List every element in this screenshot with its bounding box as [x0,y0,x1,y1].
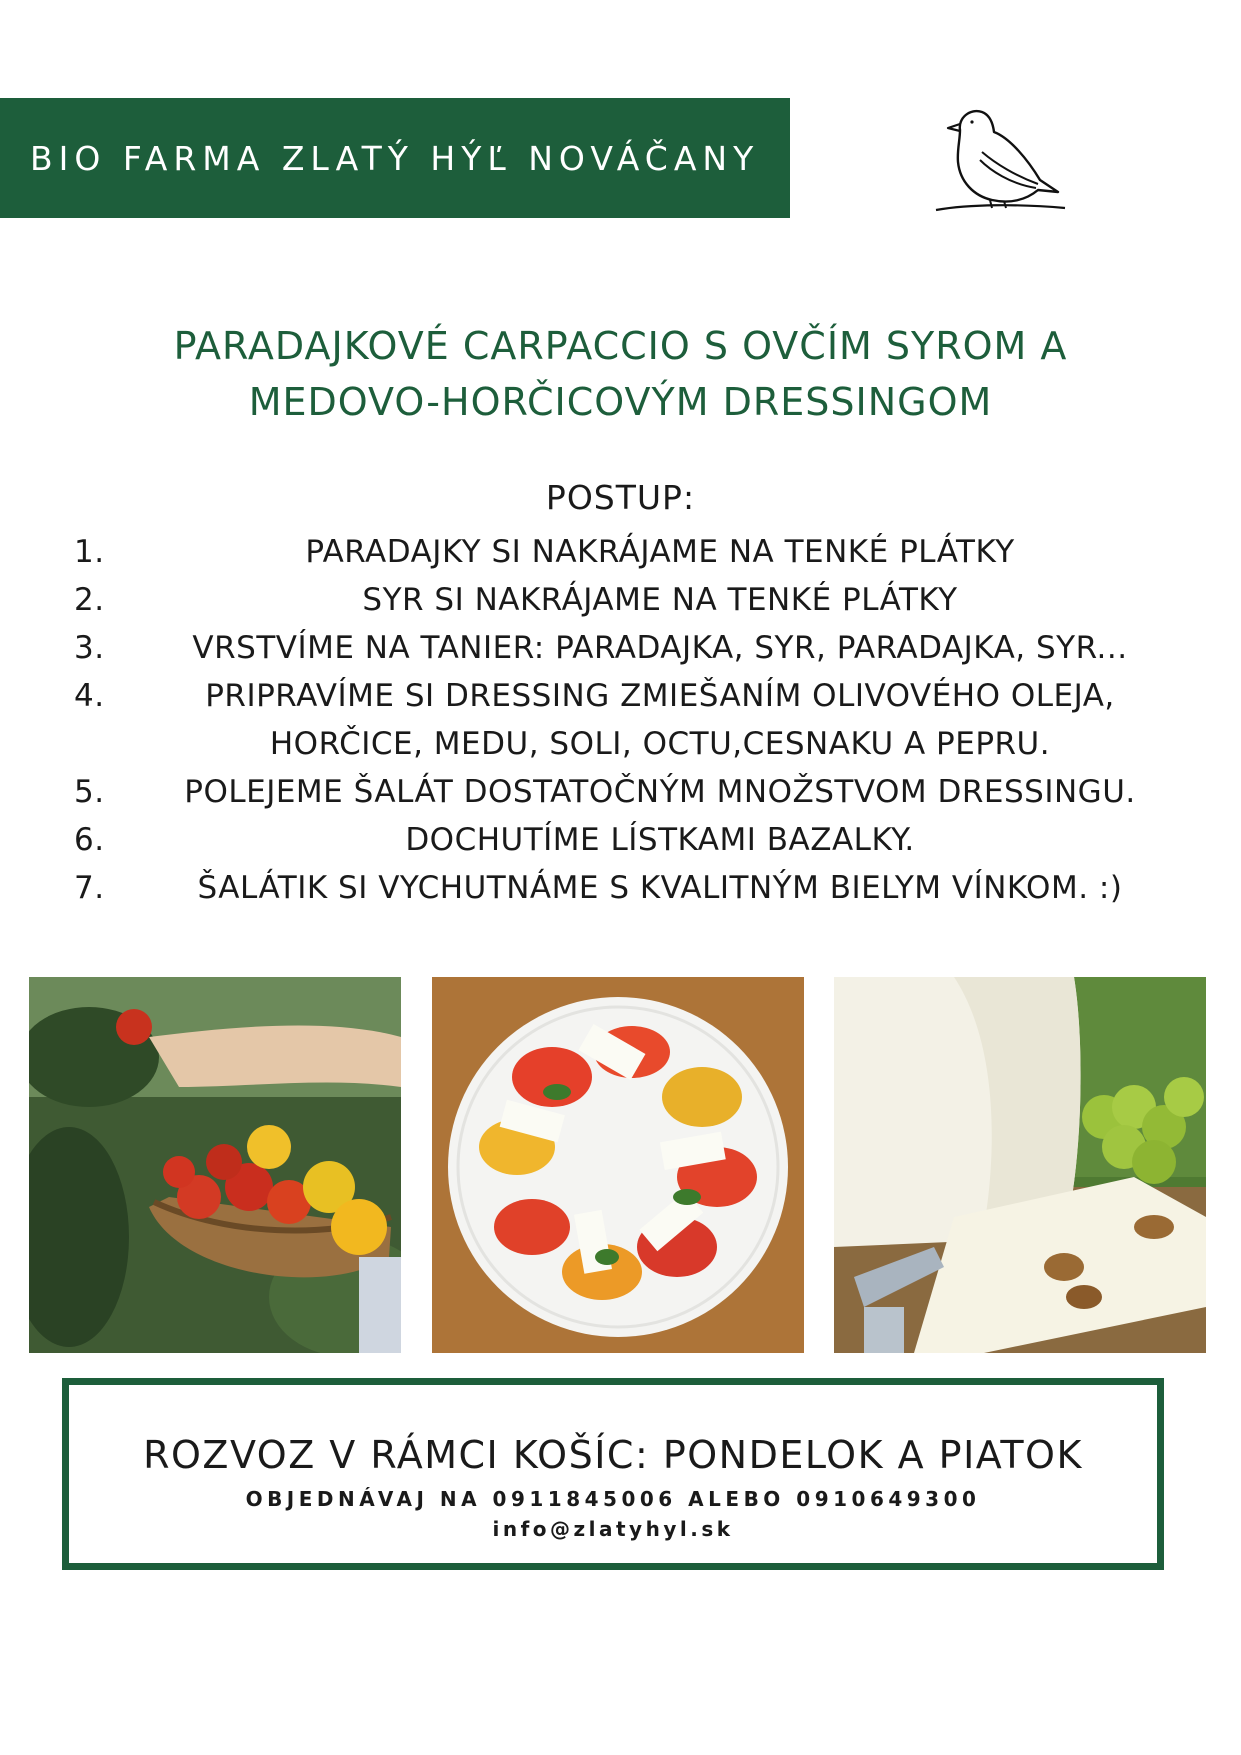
tomato-harvest-photo [29,977,401,1353]
step-item [70,816,1180,864]
step-text: POLEJEME ŠALÁT DOSTATOČNÝM MNOŽSTVOM DRESSINGU. [184,774,1136,810]
step-item [70,528,1180,576]
step-item [70,624,1180,672]
delivery-info: ROZVOZ V RÁMCI KOŠÍC: PONDELOK A PIATOK [143,1433,1083,1477]
step-item [70,576,1180,624]
step-text: ŠALÁTIK SI VYCHUTNÁME S KVALITNÝM BIELYM VÍNKOM. :) [197,870,1123,906]
step-item [70,864,1180,912]
step-number: 5. [74,774,105,810]
carpaccio-plate-photo [432,977,804,1353]
step-number: 6. [74,822,105,858]
step-item [70,768,1180,816]
bird-icon [930,100,1070,215]
contact-email[interactable]: info@zlatyhyl.sk [492,1517,734,1541]
step-text: PRIPRAVÍME SI DRESSING ZMIEŠANÍM OLIVOVÉHO OLEJA, HORČICE, MEDU, SOLI, OCTU,CESNAKU A PEPRU. [205,678,1115,762]
step-number: 3. [74,630,105,666]
photo-row [0,977,1241,1353]
step-text: DOCHUTÍME LÍSTKAMI BAZALKY. [405,822,915,858]
recipe-title [0,318,1241,430]
order-phone: OBJEDNÁVAJ NA 0911845006 ALEBO 0910649300 [245,1487,981,1511]
farm-name: BIO FARMA ZLATÝ HÝĽ NOVÁČANY [30,138,760,178]
step-number: 2. [74,582,105,618]
step-text: VRSTVÍME NA TANIER: PARADAJKA, SYR, PARADAJKA, SYR... [192,630,1128,666]
step-number: 1. [74,534,105,570]
step-item [70,672,1180,768]
steps-heading: POSTUP: [545,478,696,517]
recipe-title-line-2: MEDOVO-HORČICOVÝM DRESSINGOM [248,380,993,424]
step-number: 7. [74,870,105,906]
step-number: 4. [74,678,105,714]
recipe-title-line-1: PARADAJKOVÉ CARPACCIO S OVČÍM SYROM A [173,324,1068,368]
steps-list [70,528,1180,912]
sheep-cheese-photo [834,977,1206,1353]
step-text: PARADAJKY SI NAKRÁJAME NA TENKÉ PLÁTKY [305,534,1015,570]
step-text: SYR SI NAKRÁJAME NA TENKÉ PLÁTKY [362,582,958,618]
delivery-info-box [62,1378,1164,1570]
header-banner [0,98,790,218]
